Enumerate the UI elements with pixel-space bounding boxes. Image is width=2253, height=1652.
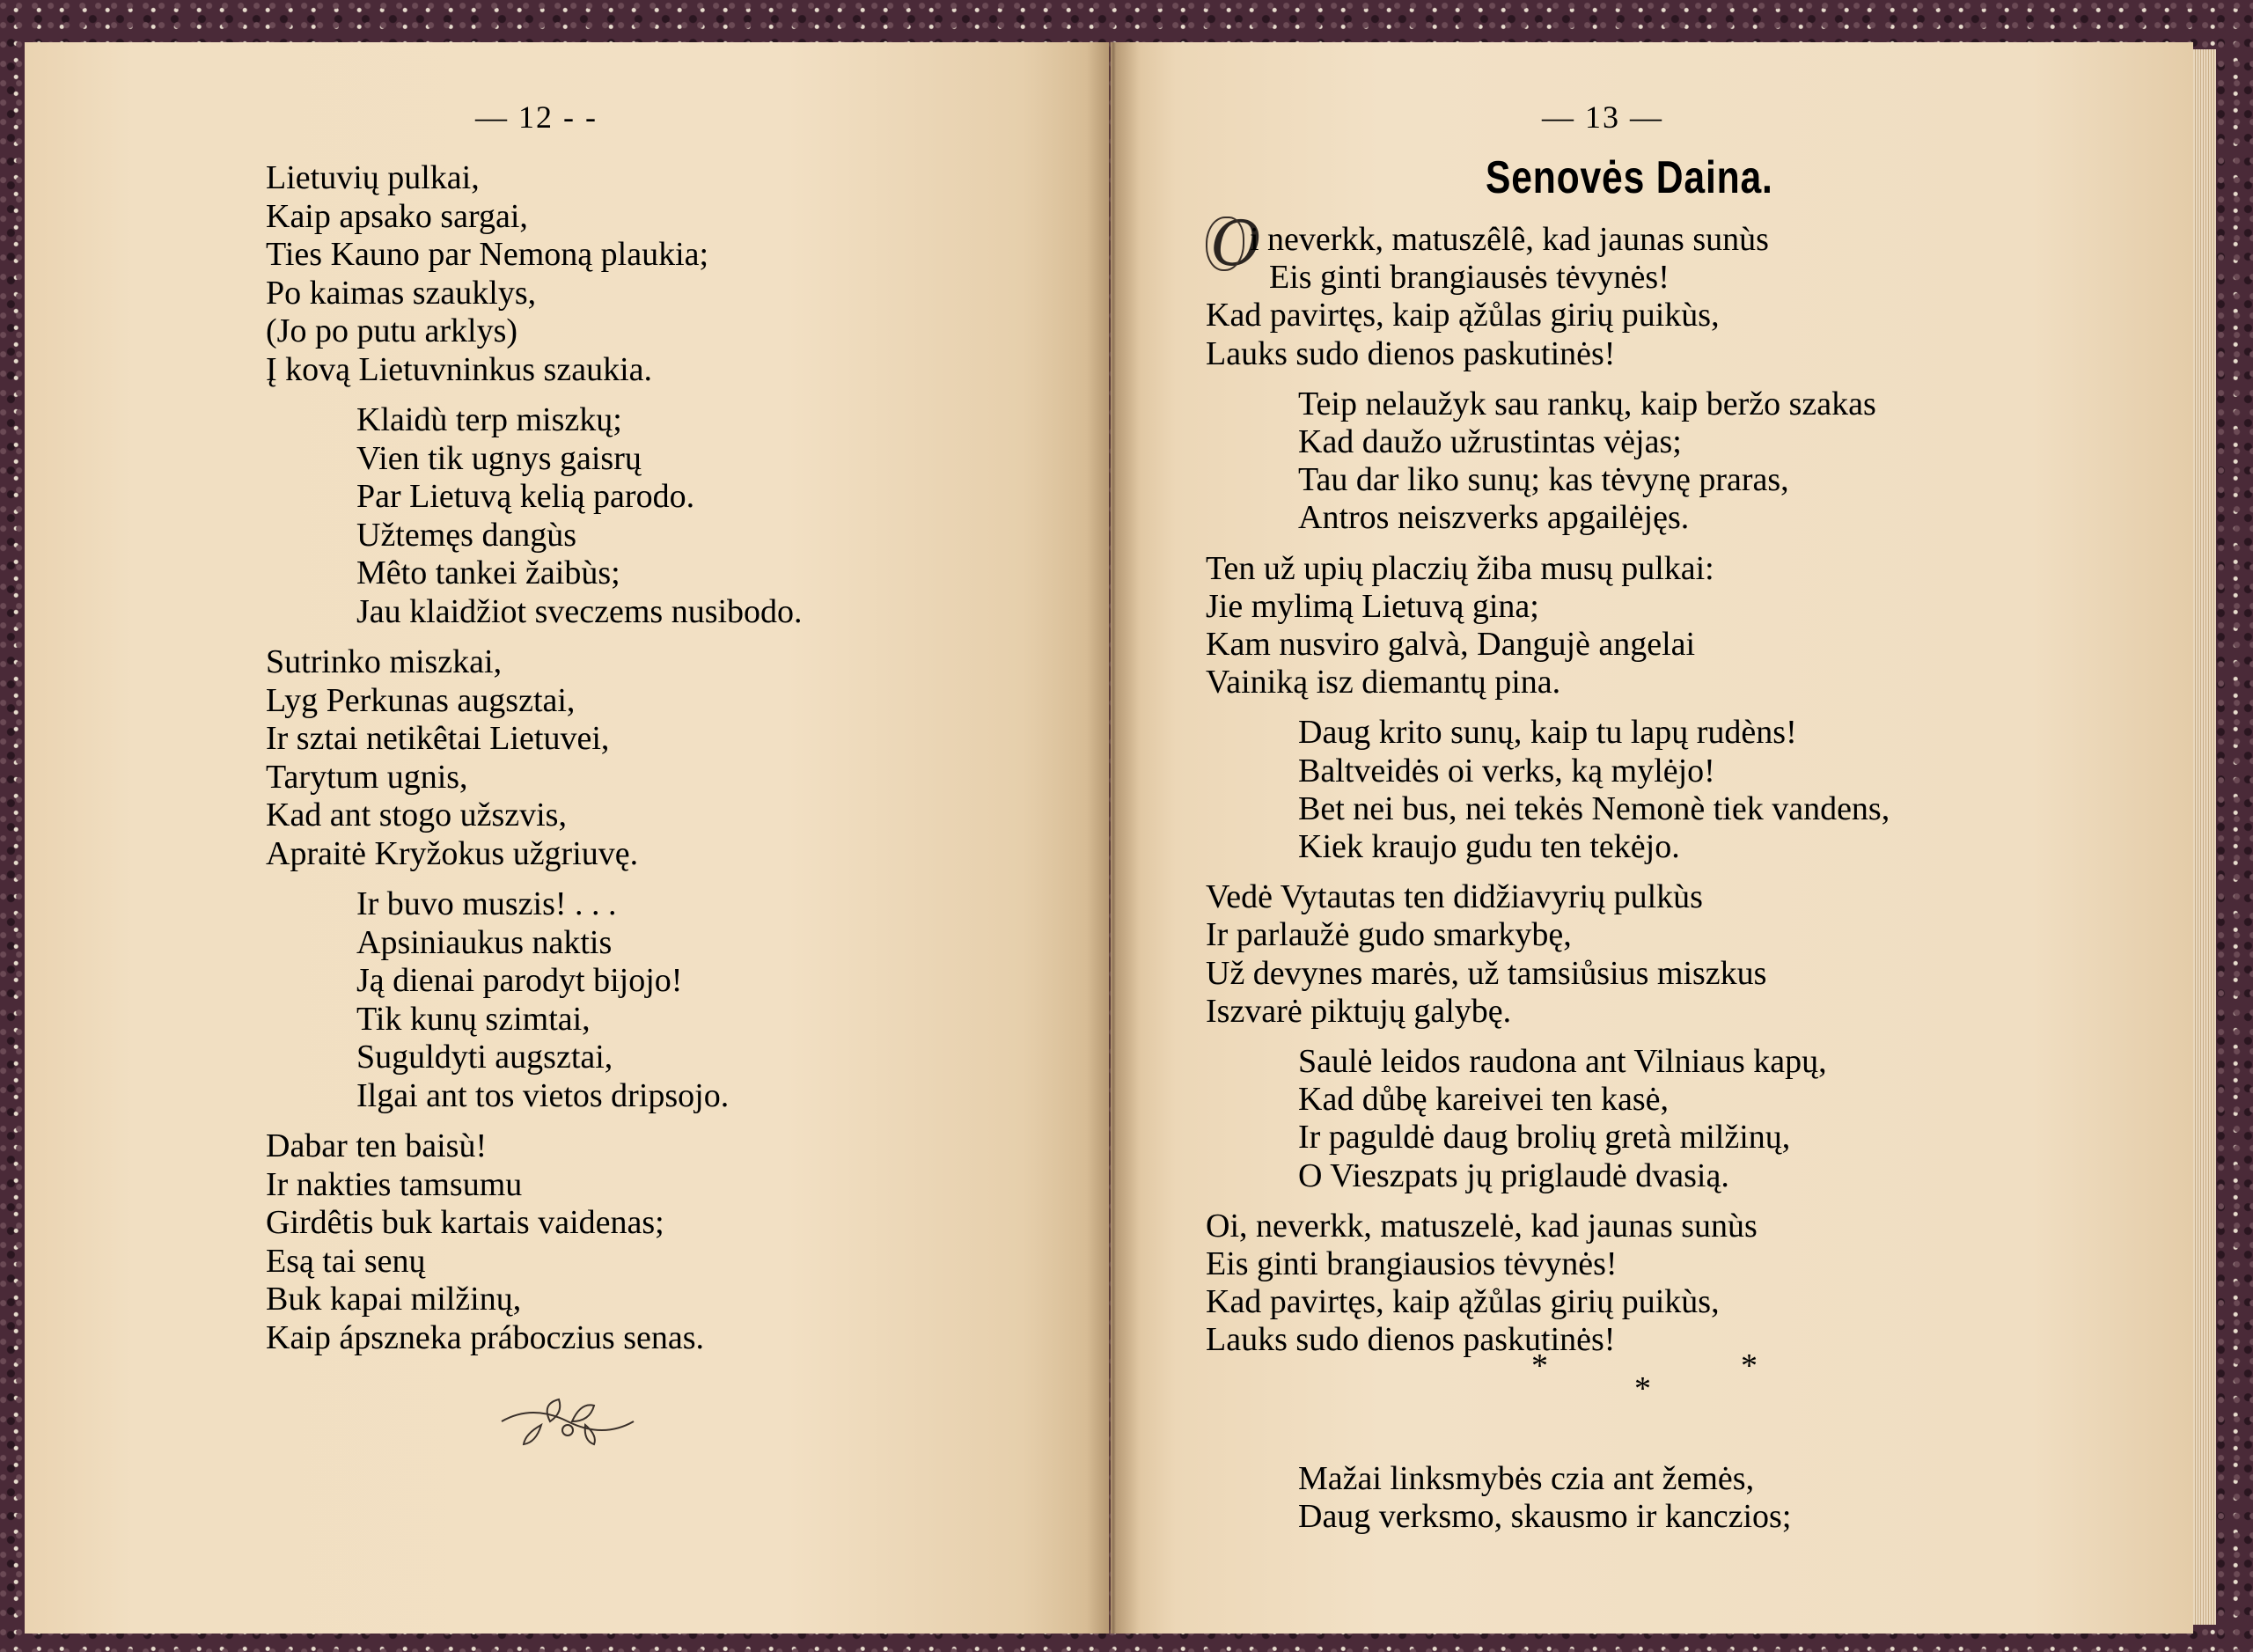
poem-line: Ir sztai netikêtai Lietuvei, <box>266 720 610 757</box>
poem-line: Kad ant stogo užszvis, <box>266 797 567 833</box>
poem-line: Dabar ten baisù! <box>266 1127 488 1164</box>
poem-line: Į kovą Lietuvninkus szaukia. <box>266 350 653 388</box>
poem-line: Ir parlaužė gudo smarkybę, <box>1206 916 1572 954</box>
poem-line: Ir paguldė daug brolių gretà milžinų, <box>1298 1119 1791 1156</box>
poem-line: Ties Kauno par Nemoną plaukia; <box>266 236 709 273</box>
poem-line: Ir buvo muszis! . . . <box>356 885 617 922</box>
poem-line: i neverkk, matuszêlê, kad jaunas sunùs <box>1250 221 1769 258</box>
poem-line: Vedė Vytautas ten didžiavyrių pulkùs <box>1206 878 1703 916</box>
poem-line: Lauks sudo dienos paskutinės! <box>1206 334 1616 372</box>
poem-line: Daug verksmo, skausmo ir kanczios; <box>1298 1497 1792 1535</box>
poem-line: Kad pavirtęs, kaip ąžůlas girių puikùs, <box>1206 297 1720 334</box>
poem-line: Teip nelaužyk sau rankų, kaip beržo szakas <box>1298 385 1876 422</box>
poem-line: Tau dar liko sunų; kas tėvynę praras, <box>1298 461 1789 499</box>
poem-line: Tarytum ugnis, <box>266 758 468 796</box>
poem-line: Lietuvių pulkai, <box>266 159 480 196</box>
poem-line: Iszvarė piktujų galybę. <box>1206 992 1512 1030</box>
drop-cap <box>1202 208 1262 280</box>
poem-line: Tik kunų szimtai, <box>356 1000 591 1038</box>
poem-line: Vainiką isz diemantų pina. <box>1206 664 1561 701</box>
poem-line: Kad daužo užrustintas vėjas; <box>1298 423 1682 460</box>
poem-line: Mažai linksmybės czia ant žemės, <box>1298 1459 1755 1497</box>
book-spine <box>1087 42 1140 1634</box>
poem-line: Ją dienai parodyt bijojo! <box>356 962 683 999</box>
poem-line: Klaidù terp miszkų; <box>356 401 622 438</box>
poem-line: Esą tai senų <box>266 1242 426 1280</box>
poem-line: Užtemęs dangùs <box>356 516 577 554</box>
poem-line: Antros neiszverks apgailėjęs. <box>1298 499 1690 537</box>
poem-line: Lyg Perkunas augsztai, <box>266 681 576 719</box>
poem-line: Kaip ápszneka práboczius senas. <box>266 1318 705 1356</box>
poem-line: Jau klaidžiot sveczems nusibodo. <box>356 592 803 630</box>
poem-line: Po kaimas szauklys, <box>266 274 537 312</box>
separator-star: * <box>1741 1347 1758 1384</box>
poem-line: Ilgai ant tos vietos dripsojo. <box>356 1076 730 1114</box>
poem-line: Sutrinko miszkai, <box>266 643 503 680</box>
poem-line: Kaip apsako sargai, <box>266 197 528 235</box>
separator-star: * <box>1634 1370 1651 1407</box>
poem-line: Eis ginti brangiausės tėvynės! <box>1269 259 1670 297</box>
poem-line: (Jo po putu arklys) <box>266 312 518 349</box>
poem-line: Kad pavirtęs, kaip ąžůlas girių puikùs, <box>1206 1283 1720 1321</box>
poem-line: Ten už upių placzių žiba musų pulkai: <box>1206 549 1714 587</box>
poem-line: Jie mylimą Lietuvą gina; <box>1206 587 1539 625</box>
poem-line: Už devynes marės, už tamsiůsius miszkus <box>1206 954 1767 992</box>
drop-cap-letter: O <box>1211 208 1262 280</box>
poem-line: Kiek kraujo gudu ten tekėjo. <box>1298 828 1680 865</box>
poem-line: Eis ginti brangiausios tėvynės! <box>1206 1245 1618 1282</box>
poem-line: Bet nei bus, nei tekės Nemonè tiek vandens, <box>1298 789 1890 827</box>
left-page-number: — 12 - - <box>475 99 598 135</box>
poem-line: Mêto tankei žaibùs; <box>356 554 620 591</box>
poem-line: Ir nakties tamsumu <box>266 1165 523 1203</box>
poem-line: Girdêtis buk kartais vaidenas; <box>266 1204 664 1241</box>
poem-line: Baltveidės oi verks, ką mylėjo! <box>1298 752 1715 789</box>
poem-line: Buk kapai milžinų, <box>266 1281 522 1318</box>
poem-line: O Vieszpats jų priglaudė dvasią. <box>1298 1156 1729 1194</box>
poem-line: Lauks sudo dienos paskutinės! <box>1206 1321 1616 1359</box>
poem-line: Oi, neverkk, matuszelė, kad jaunas sunùs <box>1206 1207 1758 1245</box>
poem-line: Saulė leidos raudona ant Vilniaus kapų, <box>1298 1043 1827 1080</box>
floral-ornament-icon <box>497 1395 638 1448</box>
poem-line: Apraitė Kryžokus užgriuvę. <box>266 834 639 872</box>
right-page-number: — 13 — <box>1542 99 1663 135</box>
poem-line: Kad důbę kareivei ten kasė, <box>1298 1081 1669 1119</box>
poem-line: Suguldyti augsztai, <box>356 1039 613 1076</box>
page-edges <box>2193 49 2216 1625</box>
poem-title: Senovės Daina. <box>1486 152 1773 203</box>
separator-star: * <box>1531 1347 1548 1384</box>
poem-line: Kam nusviro galvà, Dangujè angelai <box>1206 626 1696 663</box>
poem-line: Daug krito sunų, kaip tu lapų rudèns! <box>1298 714 1797 752</box>
poem-line: Apsiniaukus naktis <box>356 923 613 961</box>
poem-line: Vien tik ugnys gaisrų <box>356 439 642 477</box>
poem-line: Par Lietuvą kelią parodo. <box>356 478 695 515</box>
